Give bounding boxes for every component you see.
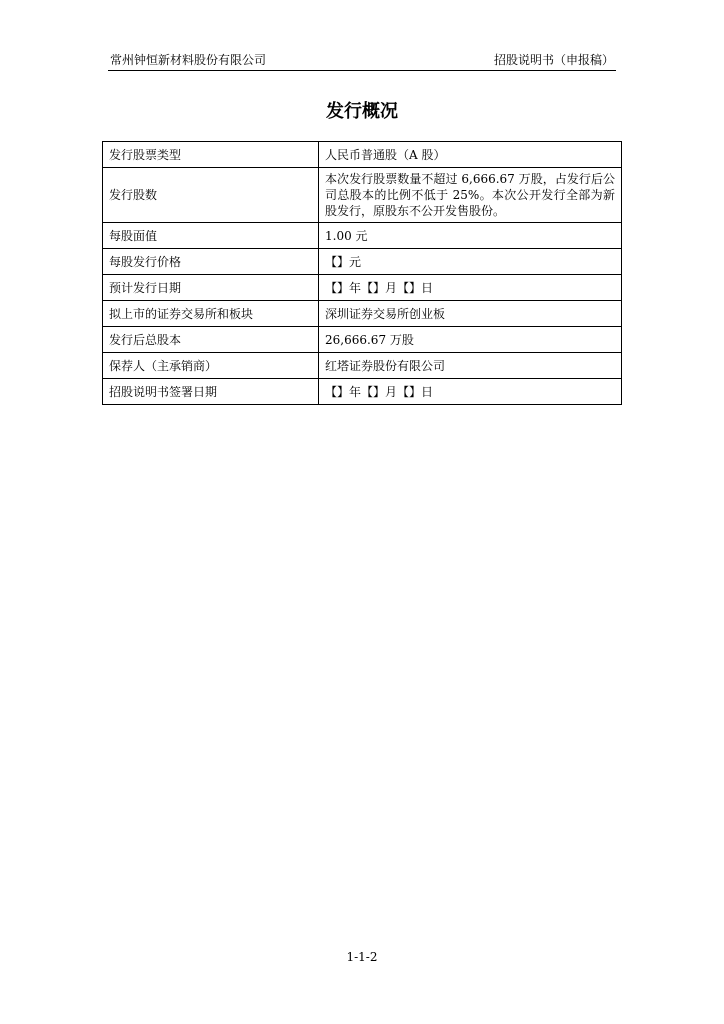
row-value: 【】元 bbox=[319, 249, 622, 275]
row-value: 【】年【】月【】日 bbox=[319, 275, 622, 301]
row-value: 红塔证券股份有限公司 bbox=[319, 353, 622, 379]
company-name: 常州钟恒新材料股份有限公司 bbox=[110, 53, 267, 67]
row-label: 发行后总股本 bbox=[103, 327, 319, 353]
table-row bbox=[103, 275, 622, 301]
table-row bbox=[103, 142, 622, 168]
page-header bbox=[108, 50, 616, 71]
row-value: 深圳证券交易所创业板 bbox=[319, 301, 622, 327]
table-row bbox=[103, 379, 622, 405]
row-value: 1.00 元 bbox=[319, 223, 622, 249]
row-label: 每股面值 bbox=[103, 223, 319, 249]
row-label: 每股发行价格 bbox=[103, 249, 319, 275]
page-number: 1-1-2 bbox=[346, 950, 378, 964]
document-type: 招股说明书（申报稿） bbox=[493, 53, 614, 67]
table-row bbox=[103, 301, 622, 327]
row-value: 【】年【】月【】日 bbox=[319, 379, 622, 405]
row-value: 26,666.67 万股 bbox=[319, 327, 622, 353]
table-row bbox=[103, 223, 622, 249]
row-label: 预计发行日期 bbox=[103, 275, 319, 301]
row-label: 拟上市的证券交易所和板块 bbox=[103, 301, 319, 327]
row-value: 本次发行股票数量不超过 6,666.67 万股，占发行后公司总股本的比例不低于 25%。本次公开发行全部为新股发行，原股东不公开发售股份。 bbox=[319, 168, 622, 223]
page-title: 发行概况 bbox=[326, 101, 398, 122]
row-label: 招股说明书签署日期 bbox=[103, 379, 319, 405]
issuance-overview-table bbox=[102, 141, 622, 405]
row-label: 发行股数 bbox=[103, 168, 319, 223]
table-row bbox=[103, 249, 622, 275]
table-row bbox=[103, 168, 622, 223]
row-label: 发行股票类型 bbox=[103, 142, 319, 168]
row-value: 人民币普通股（A 股） bbox=[319, 142, 622, 168]
row-label: 保荐人（主承销商） bbox=[103, 353, 319, 379]
table-row bbox=[103, 353, 622, 379]
table-row bbox=[103, 327, 622, 353]
